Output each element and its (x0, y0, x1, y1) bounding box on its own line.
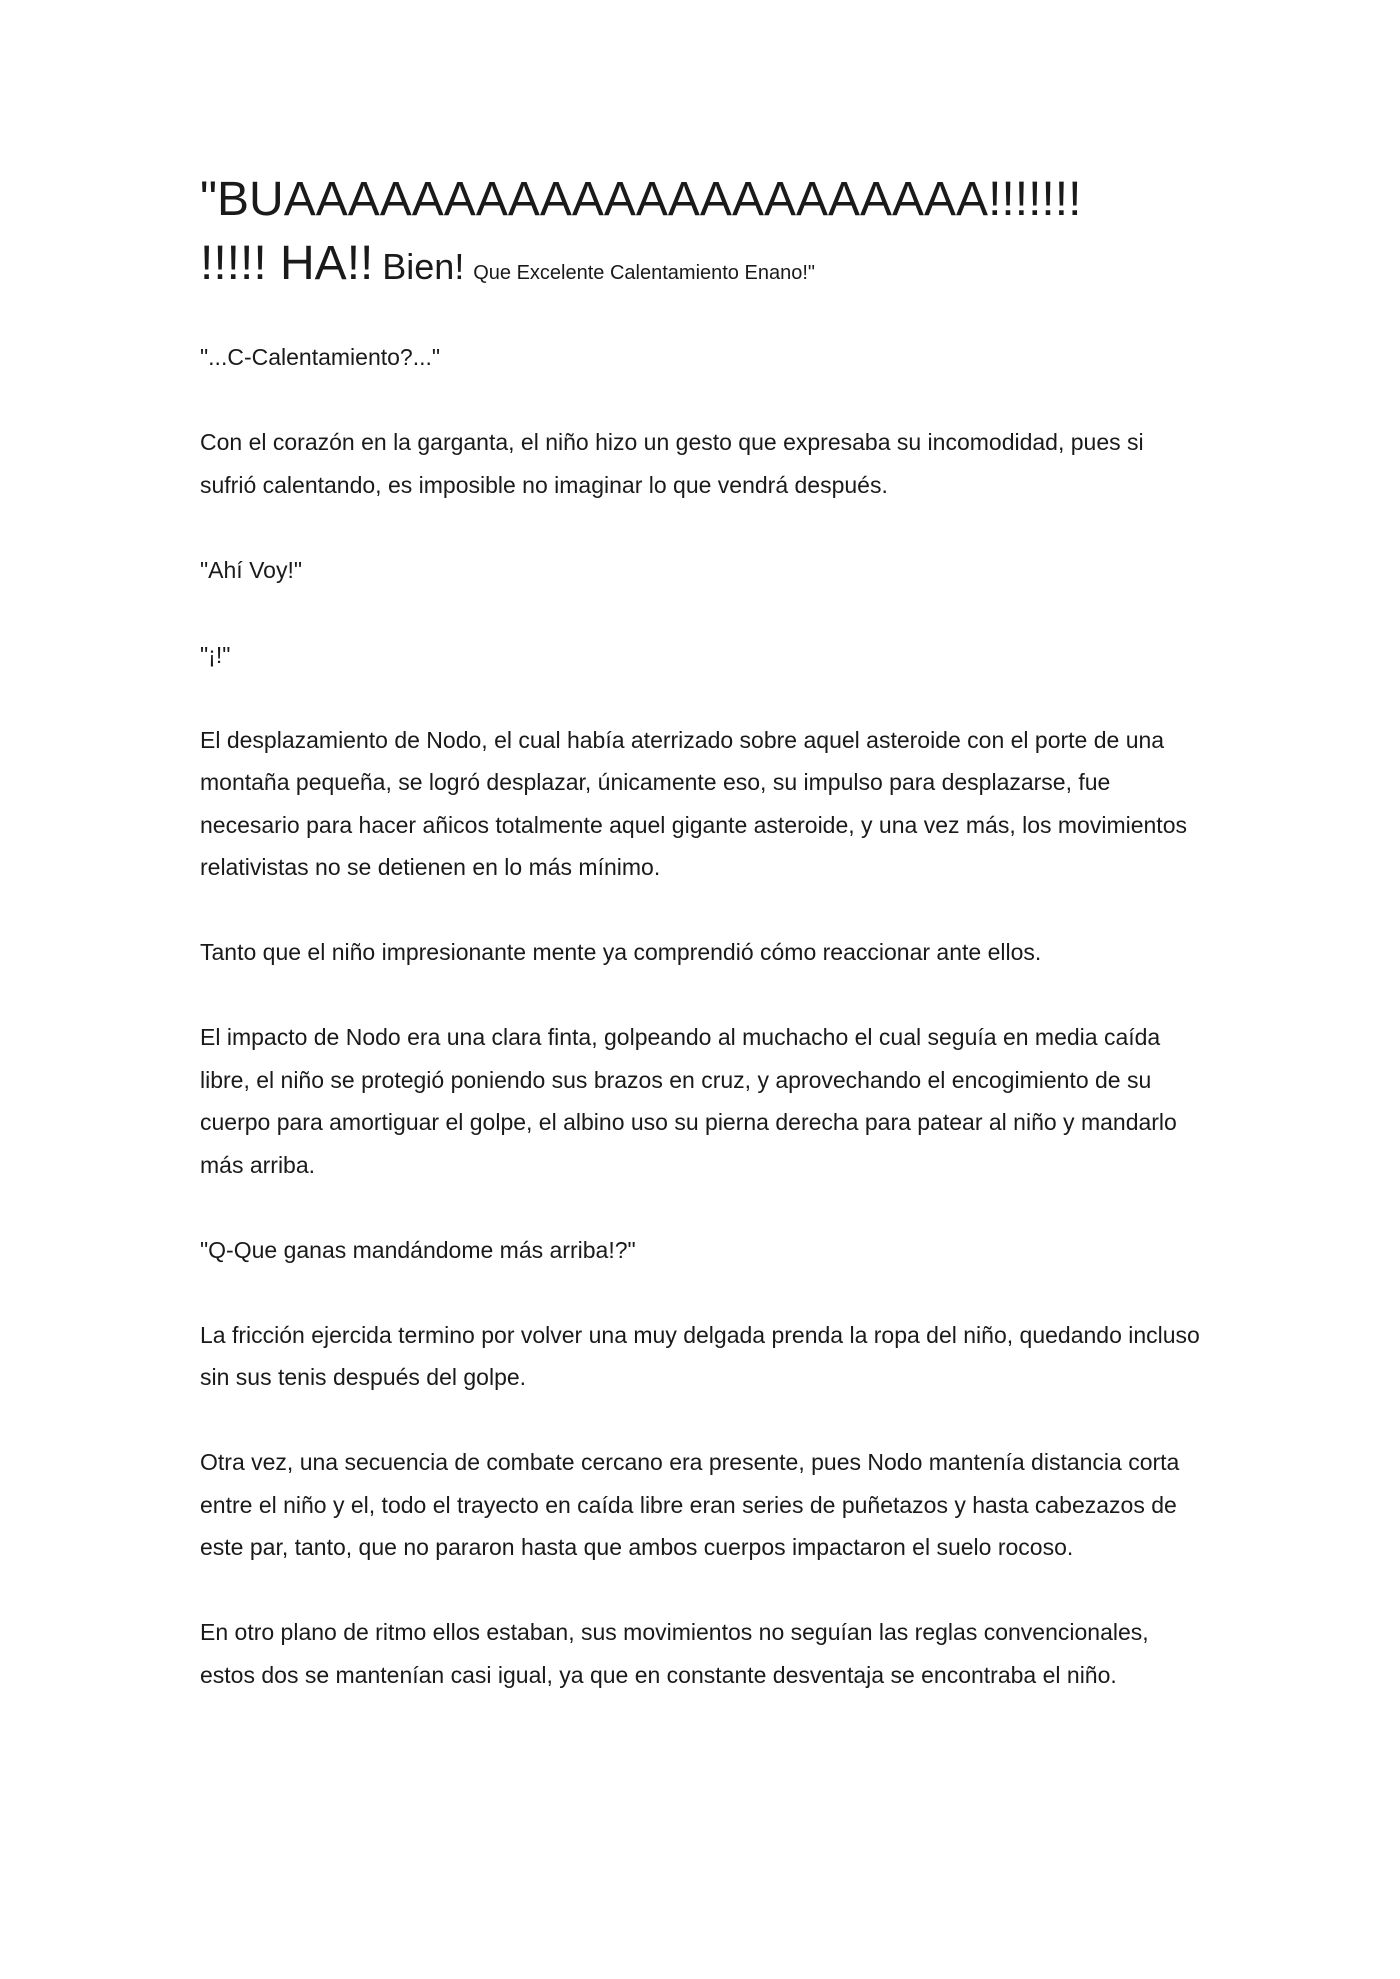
heading-line-1: "BUAAAAAAAAAAAAAAAAAAAAAA!!!!!!! (200, 173, 1082, 226)
paragraph: El desplazamiento de Nodo, el cual había aterrizado sobre aquel asteroide con el porte de una montaña pequeña, se logró desplazar, únicamente eso, su impulso para desplazarse, fue necesario para hacer añicos totalmente aquel gigante asteroide, y una vez más, los movimientos relativistas no se detienen en lo más mínimo. (200, 726, 1187, 880)
paragraph: "Ahí Voy!" (200, 556, 302, 583)
paragraph: "...C-Calentamiento?..." (200, 344, 441, 370)
heading-line-2-small: Que Excelente Calentamiento Enano!" (473, 262, 815, 284)
heading-line-2-big: !!!!! HA!! (200, 237, 374, 290)
paragraph: Con el corazón en la garganta, el niño hizo un gesto que expresaba su incomodidad, pues si sufrió calentando, es imposible no imaginar lo que vendrá después. (200, 429, 1144, 498)
document-page (200, 170, 1200, 1696)
paragraph: El impacto de Nodo era una clara finta, golpeando al muchacho el cual seguía en media caída libre, el niño se protegió poniendo sus brazos en cruz, y aprovechando el encogimiento de su cuerpo para amortiguar el golpe, el albino uso su pierna derecha para patear al niño y mandarlo más arriba. (200, 1024, 1177, 1178)
paragraph: La fricción ejercida termino por volver una muy delgada prenda la ropa del niño, quedando incluso sin sus tenis después del golpe. (200, 1321, 1200, 1390)
paragraph: Otra vez, una secuencia de combate cercano era presente, pues Nodo mantenía distancia corta entre el niño y el, todo el trayecto en caída libre eran series de puñetazos y hasta cabezazos de este par, tanto, que no pararon hasta que ambos cuerpos impactaron el suelo rocoso. (200, 1449, 1180, 1560)
paragraph: "Q-Que ganas mandándome más arriba!?" (200, 1236, 636, 1263)
paragraph: En otro plano de ritmo ellos estaban, sus movimientos no seguían las reglas convencionales, estos dos se mantenían casi igual, ya que en constante desventaja se encontraba el niño. (200, 1619, 1149, 1688)
heading (200, 170, 1200, 303)
paragraph: "¡!" (200, 641, 231, 668)
heading-line-2-mid: Bien! (382, 246, 465, 287)
paragraph: Tanto que el niño impresionante mente ya comprendió cómo reaccionar ante ellos. (200, 939, 1042, 965)
